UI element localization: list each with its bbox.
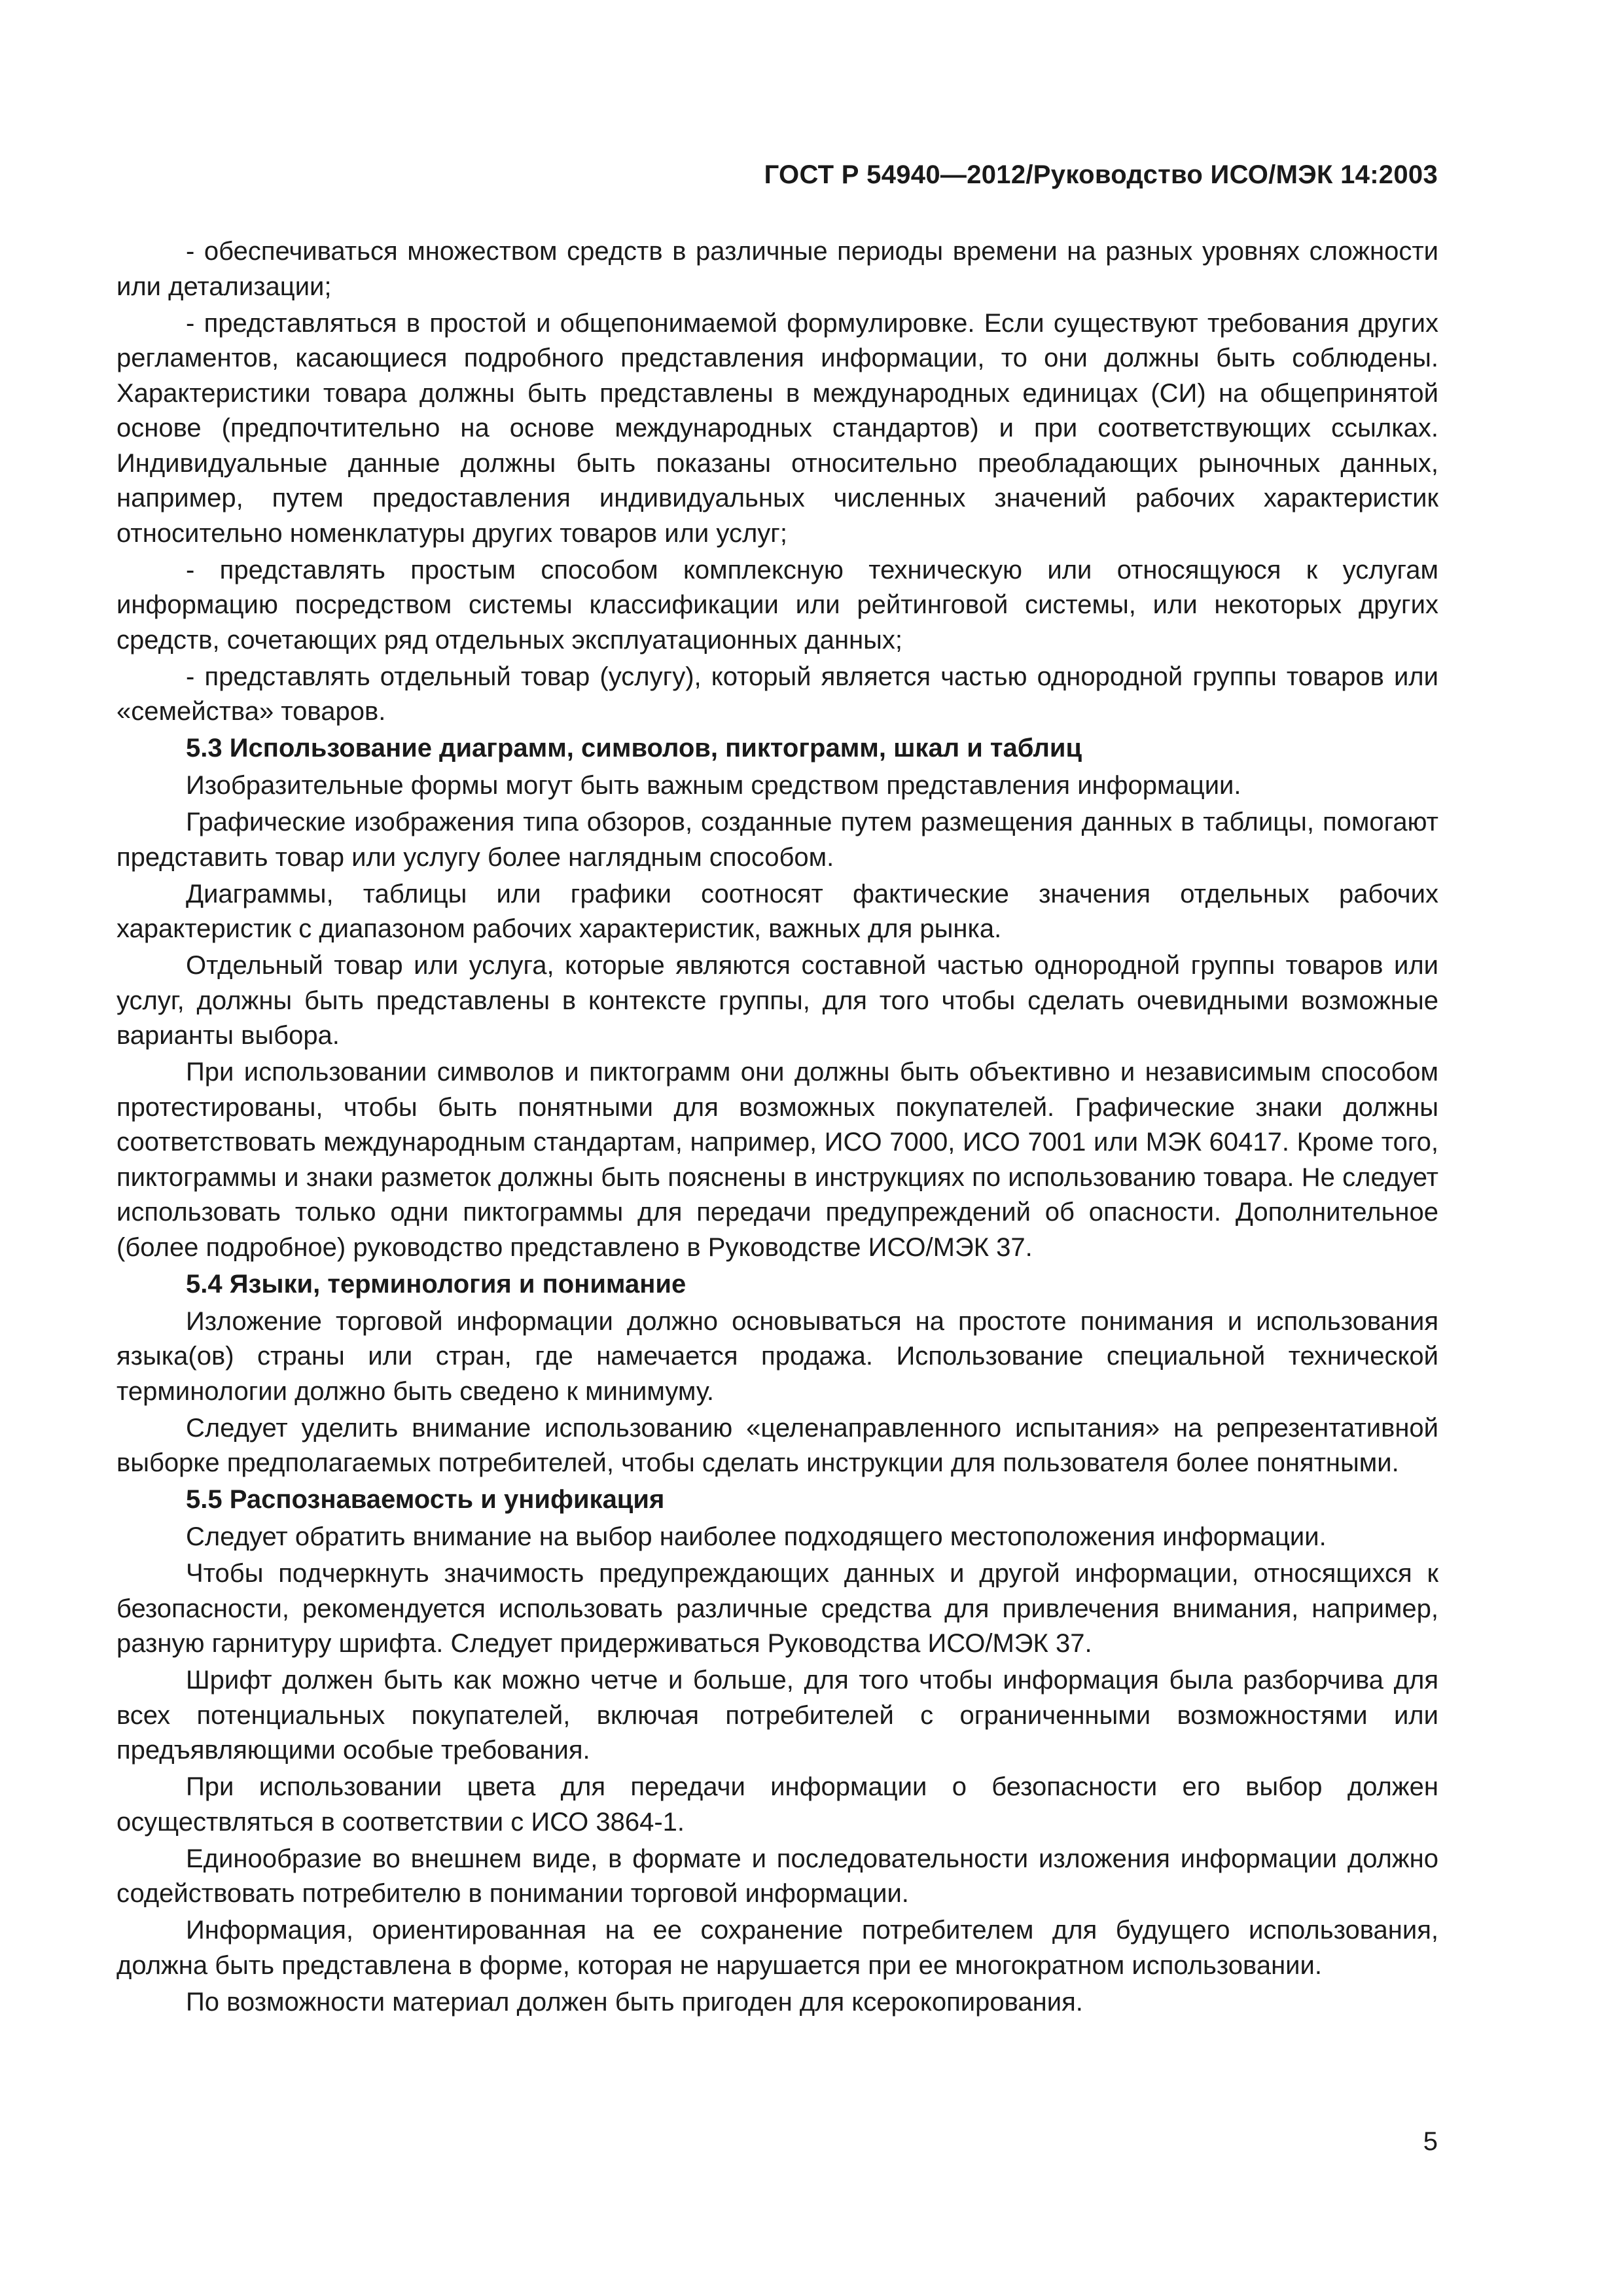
list-item: - представлять простым способом комплексную техническую или относящуюся к услугам информацию посредством системы классификации или рейтинговой системы, или некоторых других средств, сочетающих ряд отдельных эксплуатационных данных; — [116, 555, 1438, 655]
paragraph: Шрифт должен быть как можно четче и больше, для того чтобы информация была разборчива для всех потенциальных покупателей, включая потребителей с ограниченными возможностями или предъявляющими особые требования. — [116, 1666, 1438, 1765]
paragraph: По возможности материал должен быть пригоден для ксерокопирования. — [186, 1987, 1083, 2017]
paragraph: Следует уделить внимание использованию «целенаправленного испытания» на репрезентативной выборке предполагаемых потребителей, чтобы сделать инструкции для пользователя более понятными. — [116, 1413, 1438, 1477]
paragraph: Информация, ориентированная на ее сохранение потребителем для будущего использования, должна быть представлена в форме, которая не нарушается при ее многократном использовании. — [116, 1916, 1438, 1980]
paragraph: Единообразие во внешнем виде, в формате и последовательности изложения информации должно содействовать потребителю в понимании торговой информации. — [116, 1844, 1438, 1908]
paragraph: При использовании цвета для передачи информации о безопасности его выбор должен осуществляться в соответствии с ИСО 3864-1. — [116, 1772, 1438, 1837]
paragraph: Следует обратить внимание на выбор наиболее подходящего местоположения информации. — [186, 1522, 1327, 1551]
page-number: 5 — [1423, 2127, 1438, 2156]
document-header: ГОСТ Р 54940—2012/Руководство ИСО/МЭК 14:2003 — [764, 160, 1438, 189]
section-heading-5-4: 5.4 Языки, терминология и понимание — [186, 1269, 687, 1299]
list-item: - обеспечиваться множеством средств в различные периоды времени на разных уровнях сложности или детализации; — [116, 237, 1438, 301]
paragraph: Отдельный товар или услуга, которые являются составной частью однородной группы товаров или услуг, должны быть представлены в контексте группы, для того чтобы сделать очевидными возможные варианты выбора. — [116, 951, 1438, 1050]
section-heading-5-3: 5.3 Использование диаграмм, символов, пиктограмм, шкал и таблиц — [186, 734, 1082, 762]
paragraph: Графические изображения типа обзоров, созданные путем размещения данных в таблицы, помогают представить товар или услугу более наглядным способом. — [116, 808, 1438, 872]
paragraph: Изобразительные формы могут быть важным средством представления информации. — [186, 771, 1241, 800]
paragraph: При использовании символов и пиктограмм они должны быть объективно и независимым способом протестированы, чтобы быть понятными для возможных покупателей. Графические знаки должны соответствовать международным стандартам, например, ИСО 7000, ИСО 7001 или МЭК 60417. Кроме того, пиктограммы и знаки разметок должны быть пояснены в инструкциях по использованию товара. Не следует использовать только одни пиктограммы для передачи предупреждений об опасности. Дополнительное (более подробное) руководство представлено в Руководстве ИСО/МЭК 37. — [116, 1058, 1438, 1262]
document-body — [116, 234, 1438, 2022]
section-heading-5-5: 5.5 Распознаваемость и унификация — [186, 1485, 665, 1514]
list-item: - представляться в простой и общепонимаемой формулировке. Если существуют требования других регламентов, касающиеся подробного представления информации, то они должны быть соблюдены. Характеристики товара должны быть представлены в международных единицах (СИ) на общепринятой основе (предпочтительно на основе международных стандартов) и при соответствующих ссылках. Индивидуальные данные должны быть показаны относительно преобладающих рыночных данных, например, путем предоставления индивидуальных численных значений рабочих характеристик относительно номенклатуры других товаров или услуг; — [116, 308, 1438, 548]
paragraph: Диаграммы, таблицы или графики соотносят фактические значения отдельных рабочих характеристик с диапазоном рабочих характеристик, важных для рынка. — [116, 879, 1438, 943]
paragraph: Изложение торговой информации должно основываться на простоте понимания и использования языка(ов) страны или стран, где намечается продажа. Использование специальной технической терминологии должно быть сведено к минимуму. — [116, 1306, 1438, 1406]
paragraph: Чтобы подчеркнуть значимость предупреждающих данных и другой информации, относящихся к безопасности, рекомендуется использовать различные средства для привлечения внимания, например, разную гарнитуру шрифта. Следует придерживаться Руководства ИСО/МЭК 37. — [116, 1559, 1438, 1658]
list-item: - представлять отдельный товар (услугу), который является частью однородной группы товаров или «семейства» товаров. — [116, 662, 1438, 726]
